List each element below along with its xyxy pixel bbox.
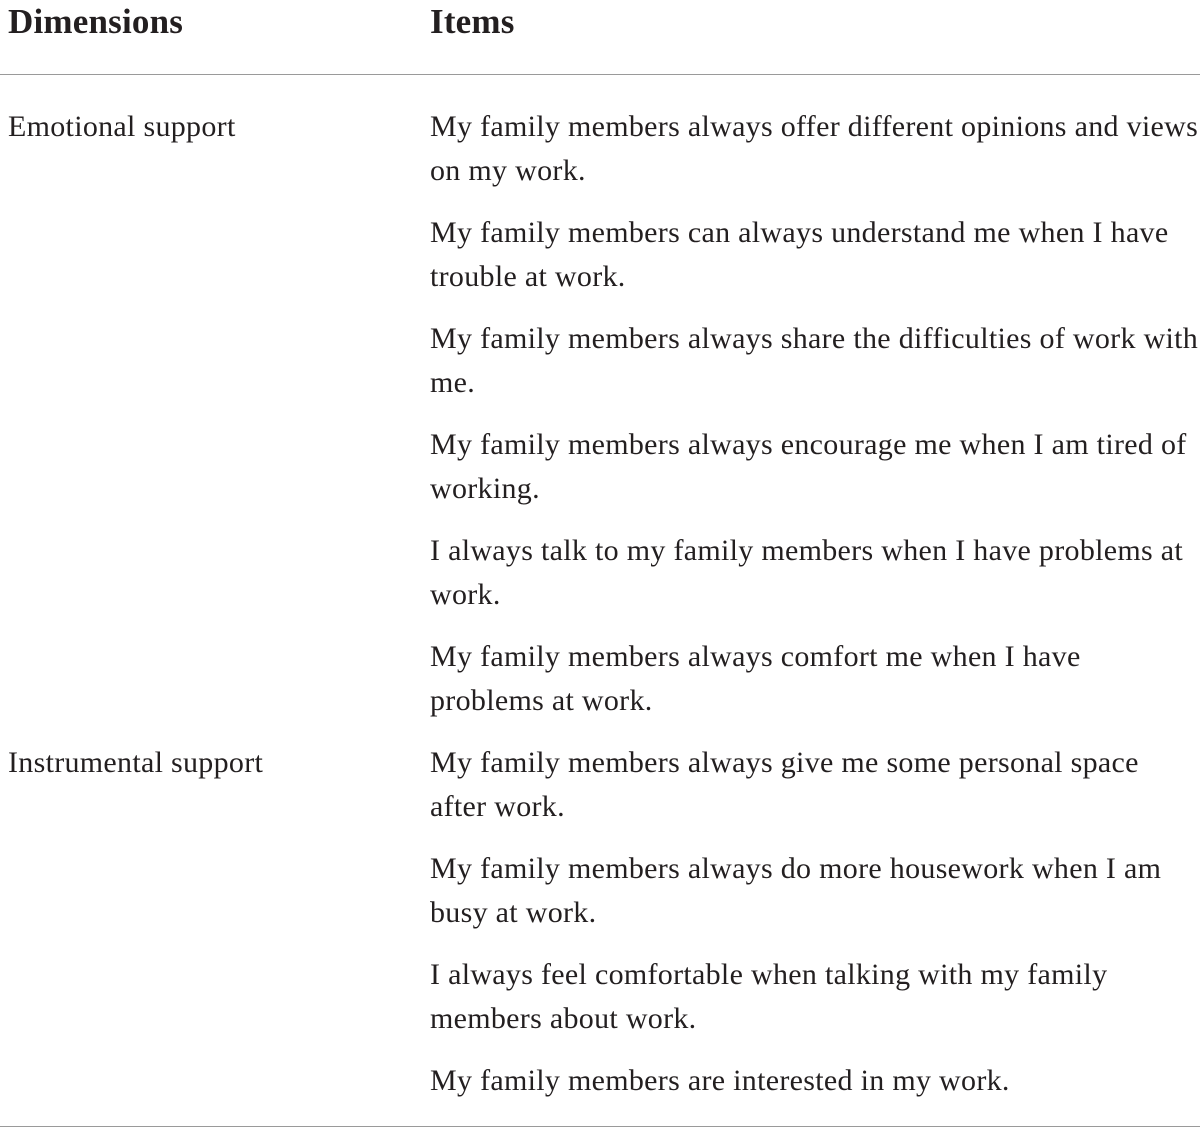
item-text: My family members always encourage me when I am tired of working. xyxy=(430,428,1187,505)
dimension-label: Emotional support xyxy=(8,110,236,143)
dimensions-column-header: Dimensions xyxy=(8,2,184,41)
items-column-header: Items xyxy=(430,2,515,41)
item-text: My family members always do more housework when I am busy at work. xyxy=(430,852,1162,929)
table-body xyxy=(0,105,1200,1103)
item-text: My family members are interested in my work. xyxy=(430,1064,1010,1097)
group-emotional-support xyxy=(0,105,1200,741)
group-instrumental-support xyxy=(0,741,1200,1103)
item-text: My family members always share the difficulties of work with me. xyxy=(430,322,1199,399)
dimension-label: Instrumental support xyxy=(8,746,264,779)
item-text: I always talk to my family members when I have problems at work. xyxy=(430,534,1184,611)
item-text: My family members always comfort me when I have problems at work. xyxy=(430,640,1081,717)
item-text: My family members can always understand me when I have trouble at work. xyxy=(430,216,1169,293)
item-text: My family members always offer different opinions and views on my work. xyxy=(430,110,1199,187)
item-text: My family members always give me some personal space after work. xyxy=(430,746,1139,823)
item-text: I always feel comfortable when talking with my family members about work. xyxy=(430,958,1108,1035)
item-list xyxy=(422,741,1200,1103)
item-list xyxy=(422,105,1200,741)
table-bottom-rule xyxy=(0,1126,1200,1127)
table-header xyxy=(0,0,1200,75)
